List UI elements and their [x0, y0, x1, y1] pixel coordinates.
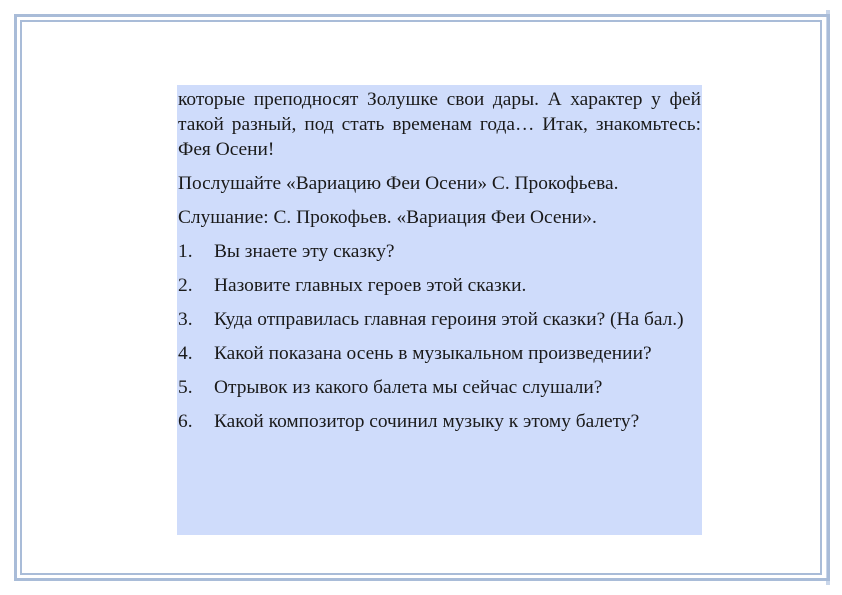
- list-item-text: Отрывок из какого балета мы сейчас слушали?: [214, 377, 603, 398]
- listen-paragraph: Послушайте «Вариацию Феи Осени» С. Прокофьева.: [178, 173, 619, 194]
- list-item-text: Какой показана осень в музыкальном произведении?: [214, 343, 652, 364]
- text-box: [177, 85, 702, 535]
- intro-paragraph: которые преподносят Золушке свои дары. А характер у фей такой разный, под стать временам года… Итак, знакомьтесь: Фея Осени!: [178, 89, 701, 160]
- listening-paragraph: Слушание: С. Прокофьев. «Вариация Феи Осени».: [178, 207, 597, 228]
- list-item: [178, 375, 701, 400]
- list-item: [178, 273, 701, 298]
- list-item-number: 6.: [178, 411, 193, 432]
- list-item: [178, 239, 701, 264]
- list-item-text: Назовите главных героев этой сказки.: [214, 275, 527, 296]
- list-item: [178, 307, 701, 332]
- list-item-text: Какой композитор сочинил музыку к этому балету?: [214, 411, 640, 432]
- list-item-number: 4.: [178, 343, 193, 364]
- list-item-text: Куда отправилась главная героиня этой сказки? (На бал.): [214, 309, 684, 330]
- list-item-number: 2.: [178, 275, 193, 296]
- list-item: [178, 409, 701, 434]
- list-item: [178, 341, 701, 366]
- list-item-text: Вы знаете эту сказку?: [214, 241, 395, 262]
- list-item-number: 1.: [178, 241, 193, 262]
- list-item-number: 5.: [178, 377, 193, 398]
- list-item-number: 3.: [178, 309, 193, 330]
